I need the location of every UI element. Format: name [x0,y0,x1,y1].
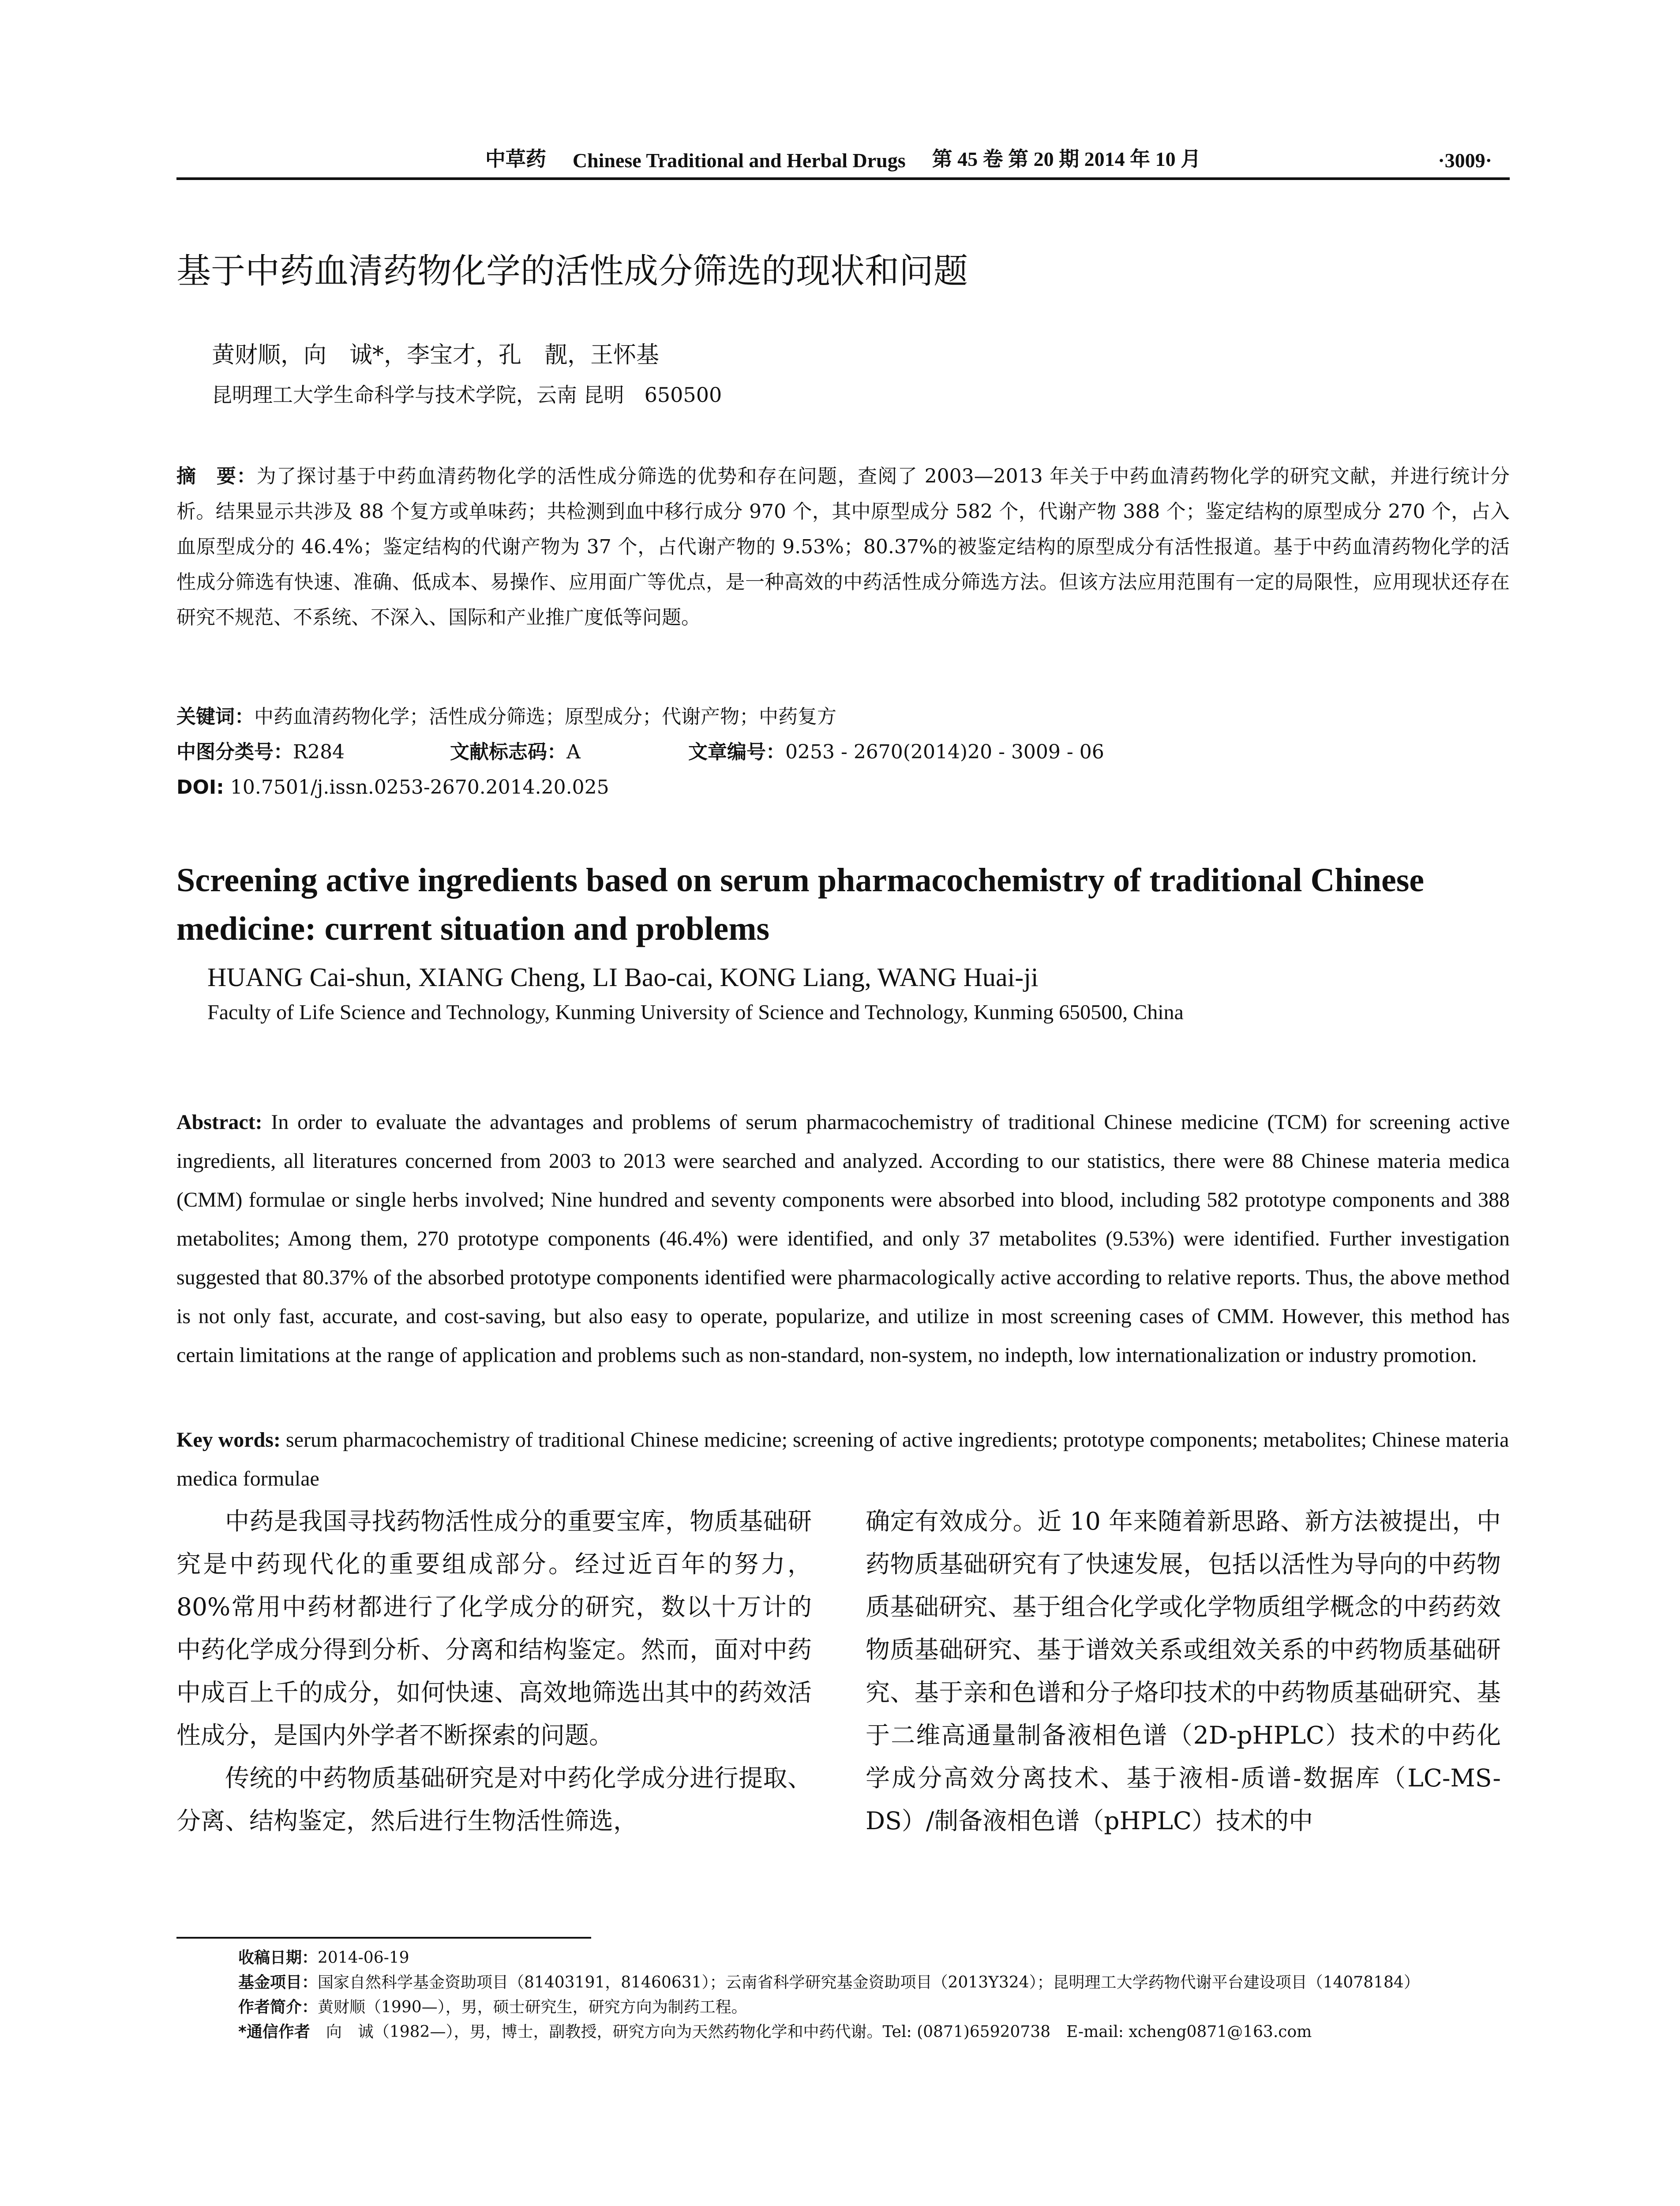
footnote-divider [176,1937,591,1939]
received-value: 2014-06-19 [318,1949,409,1967]
classification-row [176,737,1510,768]
doc-code-label: 文献标志码： [450,741,566,763]
page-number: ·3009· [1438,149,1492,172]
clc-value: R284 [293,741,345,763]
footnote-corresponding [238,2020,1509,2045]
clc-label: 中图分类号： [176,741,293,763]
abstract-en [176,1103,1510,1375]
body-column-right [866,1500,1501,1842]
affiliation-zh: 昆明理工大学生命科学与技术学院，云南 昆明 650500 [212,383,722,407]
doi-value: 10.7501/j.issn.0253-2670.2014.20.025 [230,776,609,799]
body-paragraph: 传统的中药物质基础研究是对中药化学成分进行提取、分离、结构鉴定，然后进行生物活性筛选， [176,1764,812,1835]
keywords-zh-text: 中药血清药物化学；活性成分筛选；原型成分；代谢产物；中药复方 [254,705,836,728]
article-no-label: 文章编号： [688,741,785,763]
body-column-left [176,1500,812,1842]
affiliation-en: Faculty of Life Science and Technology, Kunming University of Science and Technology, Kunming 650500, China [207,1001,1184,1024]
abstract-en-label: Abstract: [176,1111,262,1134]
doi-row [176,772,1510,803]
doc-code-value: A [566,741,581,763]
footnote-fund [238,1970,1509,1995]
footnote-received [238,1946,1509,1970]
keywords-en [176,1421,1510,1498]
keywords-en-label: Key words: [176,1428,281,1452]
journal-name-en: Chinese Traditional and Herbal Drugs [572,149,906,172]
fund-label: 基金项目： [238,1973,318,1992]
body-paragraph: 确定有效成分。近 10 年来随着新思路、新方法被提出，中药物质基础研究有了快速发展，包括以活性为导向的中药物质基础研究、基于组合化学或化学物质组学概念的中药药效物质基础研究、基于谱效关系或组效关系的中药物质基础研究、基于亲和色谱和分子烙印技术的中药物质基础研究、基于二维高通量制备液相色谱（2D-pHPLC）技术的中药化学成分高效分离技术、基于液相-质谱-数据库（LC-MS-DS）/制备液相色谱（pHPLC）技术的中 [866,1507,1501,1835]
authors-en: HUANG Cai-shun, XIANG Cheng, LI Bao-cai, KONG Liang, WANG Huai-ji [207,963,1039,992]
abstract-zh [176,459,1510,635]
footnotes [238,1946,1509,2045]
footnote-author-bio [238,1995,1509,2020]
doi-label: DOI: [176,776,224,799]
journal-name-zh: 中草药 [485,147,546,171]
fund-value: 国家自然科学基金资助项目（81403191，81460631）；云南省科学研究基金资助项目（2013Y324）；昆明理工大学药物代谢平台建设项目（14078184） [318,1973,1420,1992]
title-en: Screening active ingredients based on serum pharmacochemistry of traditional Chinese medicine: current situation and problems [176,862,1425,947]
keywords-zh [176,702,1510,732]
running-header [176,140,1510,180]
corr-label: *通信作者 [238,2023,310,2041]
bio-value: 黄财顺（1990—），男，硕士研究生，研究方向为制药工程。 [318,1998,747,2016]
corr-value: 向 诚（1982—），男，博士，副教授，研究方向为天然药物化学和中药代谢。Tel: (0871)65920738 E-mail: xcheng0871@163.com [326,2023,1312,2041]
abstract-zh-label: 摘 要： [176,465,257,488]
keywords-en-text: serum pharmacochemistry of traditional Chinese medicine; screening of active ingredients; prototype components; metabolites; Chinese materia medica formulae [176,1428,1509,1490]
abstract-en-text: In order to evaluate the advantages and problems of serum pharmacochemistry of traditional Chinese medicine (TCM) for screening active ingredients, all literatures concerned from 2003 to 2013 were searched and analyzed. According to our statistics, there were 88 Chinese materia medica (CMM) formulae or single herbs involved; Nine hundred and seventy components were absorbed into blood, including 582 prototype components and 388 metabolites; Among them, 270 prototype components (46.4%) were identified, and only 37 metabolites (9.53%) were identified. Further investigation suggested that 80.37% of the absorbed prototype components identified were pharmacologically active according to relative reports. Thus, the above method is not only fast, accurate, and cost-saving, but also easy to operate, popularize, and utilize in most screening cases of CMM. However, this method has certain limitations at the range of application and problems such as non-standard, non-system, no indepth, low internationalization or industry promotion. [176,1111,1510,1367]
abstract-zh-text: 为了探讨基于中药血清药物化学的活性成分筛选的优势和存在问题，查阅了 2003—2013 年关于中药血清药物化学的研究文献，并进行统计分析。结果显示共涉及 88 个复方或单味药；共检测到血中移行成分 970 个，其中原型成分 582 个，代谢产物 388 个；鉴定结构的原型成分 270 个，占入血原型成分的 46.4%；鉴定结构的代谢产物为 37 个，占代谢产物的 9.53%；80.37%的被鉴定结构的原型成分有活性报道。基于中药血清药物化学的活性成分筛选有快速、准确、低成本、易操作、应用面广等优点，是一种高效的中药活性成分筛选方法。但该方法应用范围有一定的局限性，应用现状还存在研究不规范、不系统、不深入、国际和产业推广度低等问题。 [176,465,1510,629]
title-zh: 基于中药血清药物化学的活性成分筛选的现状和问题 [176,251,968,291]
article-no-value: 0253 - 2670(2014)20 - 3009 - 06 [785,741,1104,763]
authors-zh: 黄财顺，向 诚*，李宝才，孔 靓，王怀基 [212,342,660,368]
received-label: 收稿日期： [238,1949,318,1967]
body-paragraph: 中药是我国寻找药物活性成分的重要宝库，物质基础研究是中药现代化的重要组成部分。经过近百年的努力，80%常用中药材都进行了化学成分的研究，数以十万计的中药化学成分得到分析、分离和结构鉴定。然而，面对中药中成百上千的成分，如何快速、高效地筛选出其中的药效活性成分，是国内外学者不断探索的问题。 [176,1507,812,1749]
issue-info: 第 45 卷 第 20 期 2014 年 10 月 [932,148,1201,170]
bio-label: 作者简介： [238,1998,318,2016]
keywords-zh-label: 关键词： [176,705,254,728]
